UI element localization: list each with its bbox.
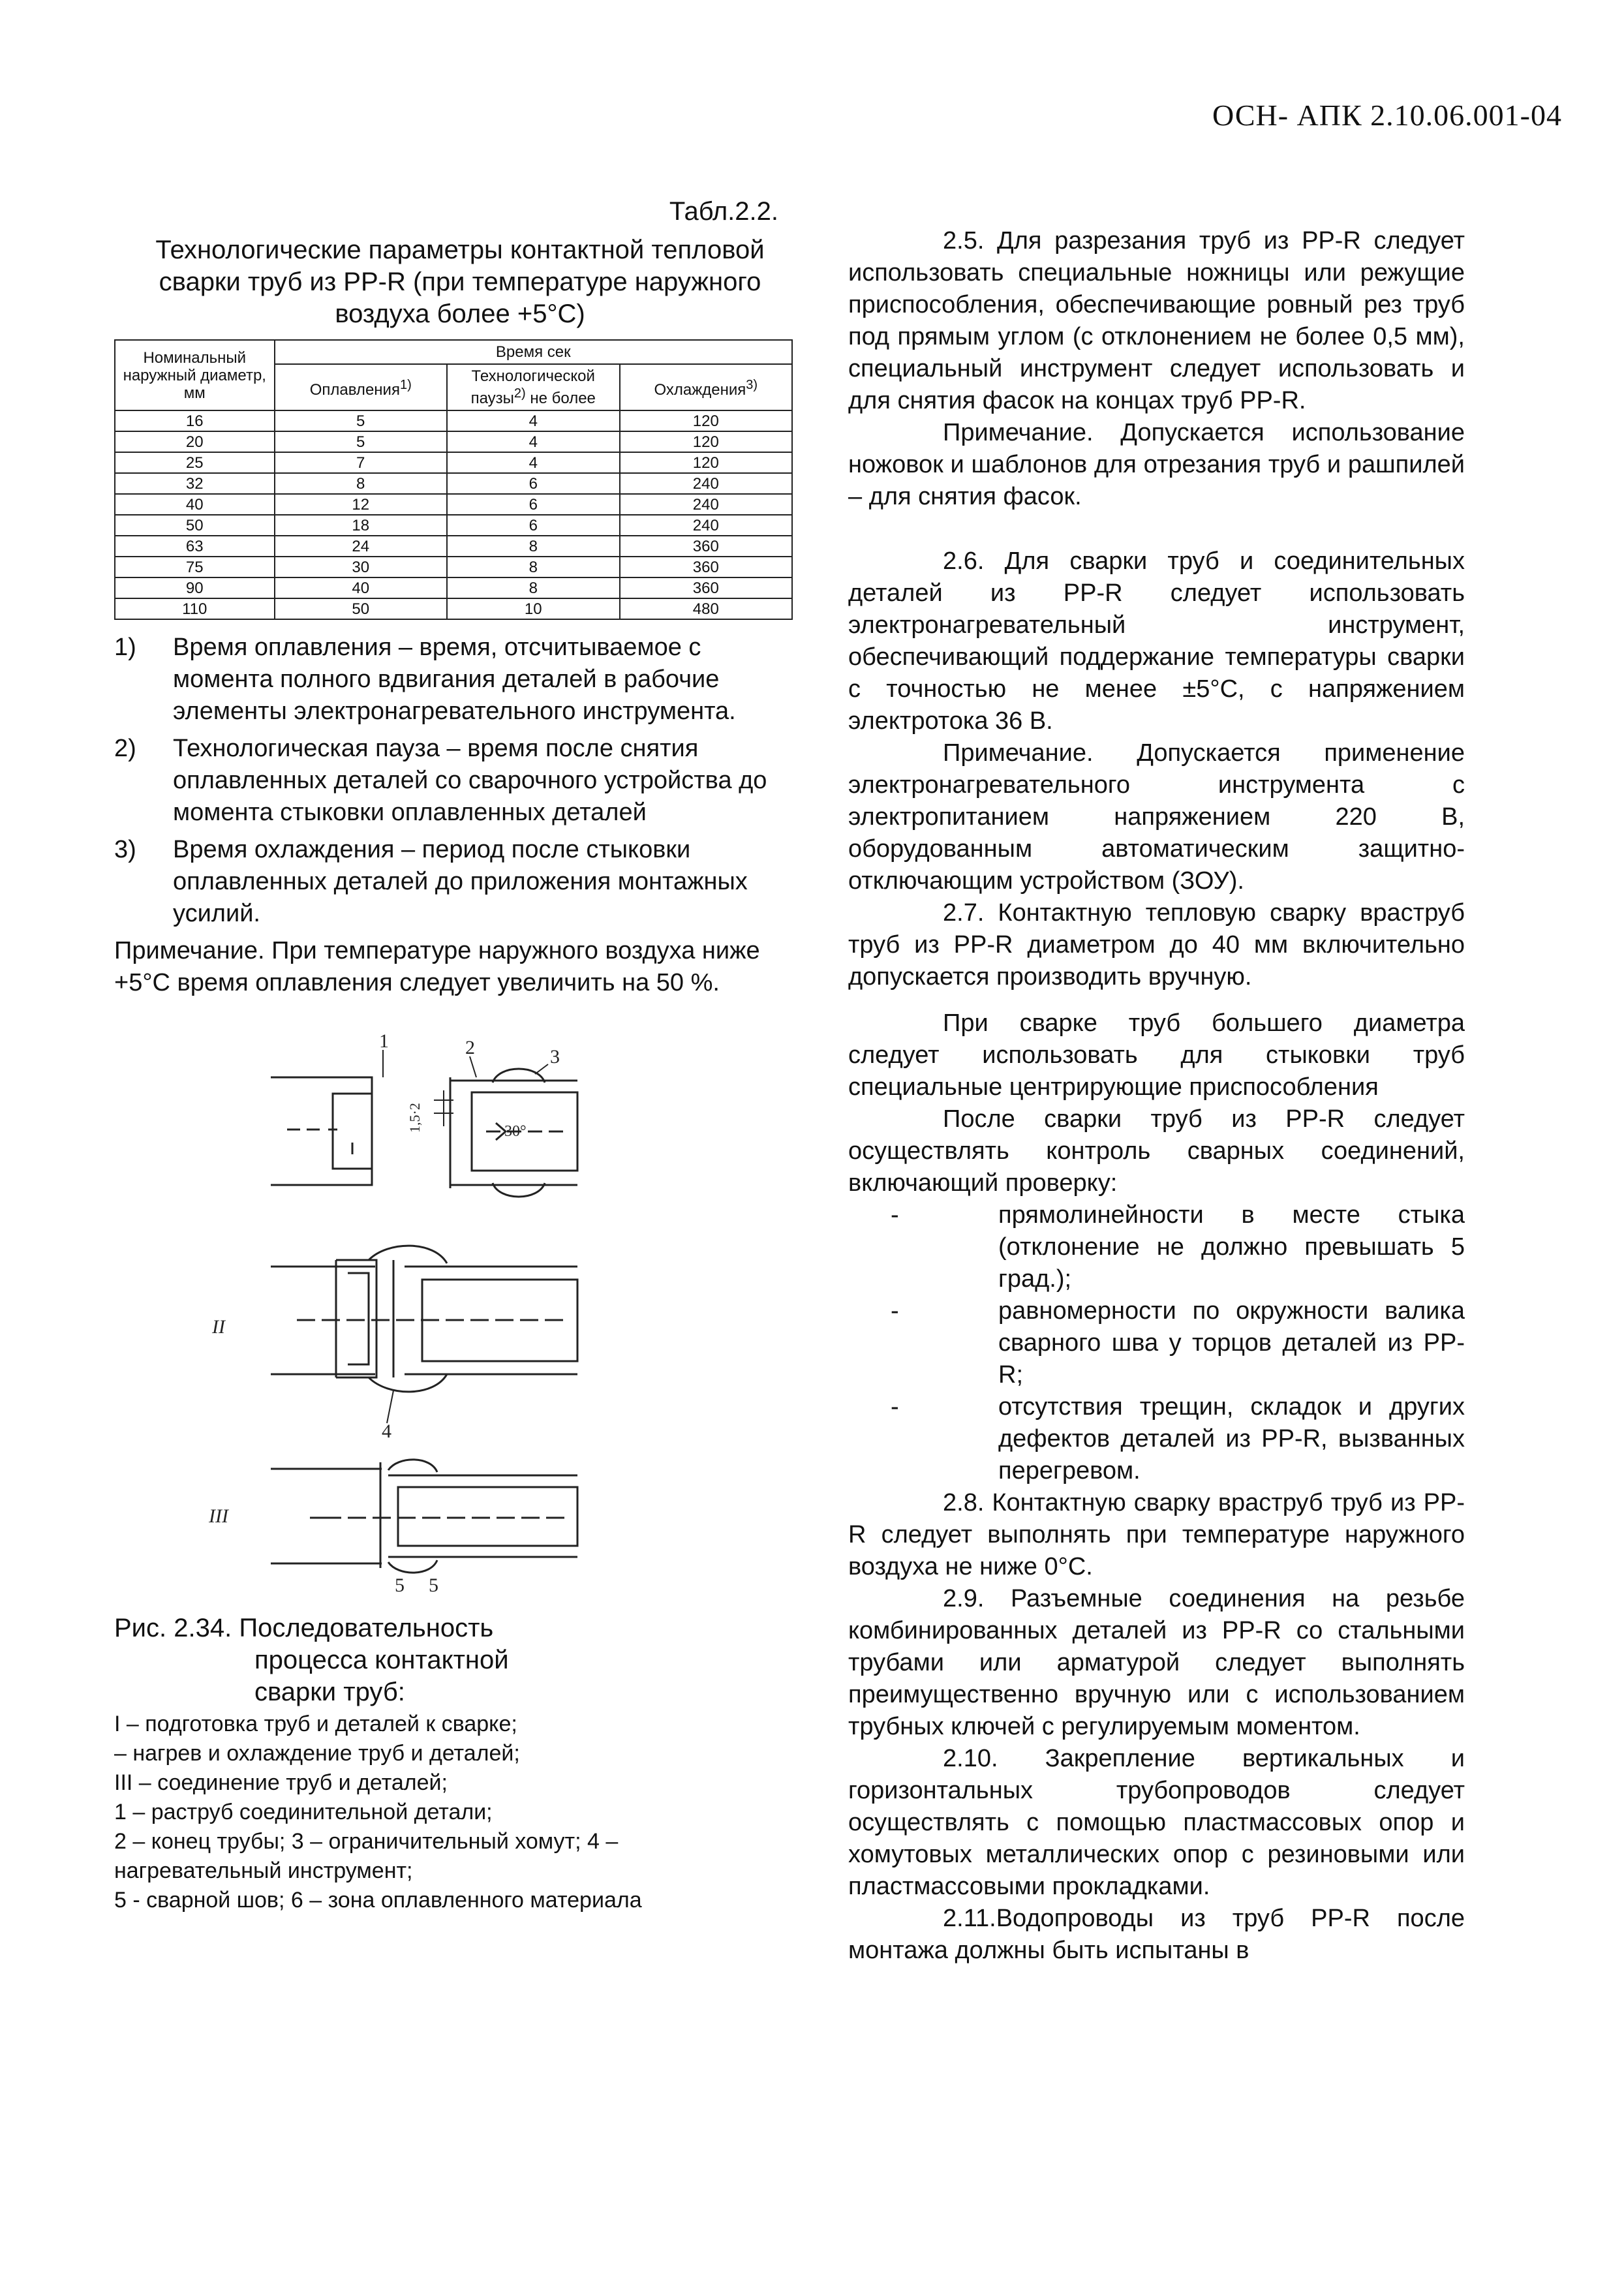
section-2-5: 2.5. Для разрезания труб из PP-R следует использовать специальные ножницы или режущие приспособления, обеспечивающие ровный рез труб под прямым углом (с отклонением не более 0,5 мм), специальный инструмент следует использовать и для снятия фасок на концах труб PP-R. (848, 227, 1465, 414)
stage-1-drawing (271, 1050, 577, 1197)
table-row (115, 431, 792, 452)
cell-cool: 360 (620, 536, 792, 557)
table-row (115, 410, 792, 431)
left-column (114, 196, 793, 1915)
section-2-7: 2.7. Контактную тепловую сварку враструб труб из PP-R диаметром до 40 мм включительно допускается производить вручную. (848, 899, 1465, 991)
cell-melt: 8 (275, 473, 447, 494)
table-body (115, 410, 792, 619)
cell-diameter: 50 (115, 515, 275, 536)
cell-melt: 30 (275, 557, 447, 577)
welding-diagram (173, 1030, 708, 1596)
table-row (115, 598, 792, 619)
table-label: Табл.2.2. (669, 197, 778, 226)
cell-pause: 6 (447, 473, 620, 494)
cell-melt: 40 (275, 577, 447, 598)
cell-cool: 480 (620, 598, 792, 619)
cell-pause: 8 (447, 577, 620, 598)
caption-line-3: сварки труб: (254, 1678, 405, 1706)
cell-diameter: 40 (115, 494, 275, 515)
cell-melt: 50 (275, 598, 447, 619)
legend-line: I – подготовка труб и деталей к сварке; (114, 1712, 517, 1736)
welding-sequence-figure (173, 1030, 708, 1596)
caption-legend (114, 1710, 767, 1915)
section-2-11: 2.11.Водопроводы из труб PP-R после монтажа должны быть испытаны в (848, 1905, 1465, 1964)
figure-number-5a: 5 (395, 1575, 405, 1596)
table-title: Технологические параметры контактной тепловой сварки труб из PP-R (при температуре наружного воздуха более +5°С) (155, 236, 765, 328)
doc-code: ОСН- АПК 2.10.06.001-04 (1212, 99, 1562, 132)
cell-melt: 5 (275, 431, 447, 452)
section-2-10: 2.10. Закрепление вертикальных и горизонтальных трубопроводов следует осуществлять с помощью пластмассовых опор и хомутовых металлических опор с резиновыми или пластмассовыми прокладками. (848, 1745, 1465, 1900)
legend-line: 2 – конец трубы; 3 – ограничительный хомут; 4 – нагревательный инструмент; (114, 1829, 619, 1883)
cell-diameter: 110 (115, 598, 275, 619)
table-row (115, 494, 792, 515)
header-diameter: Номинальный наружный диаметр, мм (115, 340, 275, 410)
legend-line: 5 - сварной шов; 6 – зона оплавленного материала (114, 1888, 642, 1913)
header-cool: Охлаждения$^{3)}$ (620, 364, 792, 410)
cell-diameter: 16 (115, 410, 275, 431)
table-row (115, 577, 792, 598)
cell-pause: 10 (447, 598, 620, 619)
inspection-item: - отсутствия трещин, складок и других дефектов деталей из PP-R, вызванных перегревом. (891, 1393, 1465, 1484)
cell-cool: 120 (620, 410, 792, 431)
cell-melt: 18 (275, 515, 447, 536)
inspection-item: - равномерности по окружности валика сварного шва у торцов деталей из PP-R; (891, 1297, 1465, 1389)
temperature-note: Примечание. При температуре наружного воздуха ниже +5°С время оплавления следует увеличить на 50 %. (114, 937, 760, 996)
table-row (115, 473, 792, 494)
figure-angle: 30° (504, 1123, 527, 1140)
cell-cool: 240 (620, 494, 792, 515)
section-2-6-note: Примечание. Допускается применение электронагревательного инструмента с электропитанием напряжением 220 В, оборудованным автоматическим защитно-отключающим устройством (ЗОУ). (848, 739, 1465, 895)
cell-cool: 360 (620, 557, 792, 577)
figure-number-1: 1 (379, 1030, 389, 1052)
stage-label-2: II (212, 1316, 225, 1338)
table-row (115, 515, 792, 536)
caption-line-2: процесса контактной (254, 1646, 509, 1674)
right-column (848, 225, 1465, 1967)
cell-pause: 6 (447, 494, 620, 515)
section-2-5-note: Примечание. Допускается использование ножовок и шаблонов для отрезания труб и рашпилей – для снятия фасок. (848, 419, 1465, 510)
cell-pause: 4 (447, 431, 620, 452)
cell-pause: 6 (447, 515, 620, 536)
section-2-6: 2.6. Для сварки труб и соединительных деталей из PP-R следует использовать электронагревательный инструмент, обеспечивающий поддержание температуры сварки с точностью не менее ±5°С, с напряжением электротока 36 В. (848, 547, 1465, 735)
figure-number-2: 2 (465, 1037, 475, 1058)
cell-diameter: 90 (115, 577, 275, 598)
cell-melt: 24 (275, 536, 447, 557)
section-2-7-large-diameter: При сварке труб большего диаметра следует использовать для стыковки труб специальные центрирующие приспособления (848, 1009, 1465, 1101)
cell-diameter: 63 (115, 536, 275, 557)
caption-line-1: Рис. 2.34. Последовательность (114, 1614, 494, 1642)
cell-diameter: 32 (115, 473, 275, 494)
cell-cool: 120 (620, 452, 792, 473)
table-row (115, 452, 792, 473)
cell-melt: 5 (275, 410, 447, 431)
cell-cool: 240 (620, 473, 792, 494)
footnote-3: 3) Время охлаждения – период после стыковки оплавленных деталей до приложения монтажных усилий. (114, 836, 748, 927)
table-row (115, 536, 792, 557)
legend-line: III – соединение труб и деталей; (114, 1770, 448, 1795)
parameters-table (114, 339, 793, 620)
figure-number-3: 3 (550, 1046, 560, 1068)
cell-pause: 8 (447, 557, 620, 577)
footnotes (114, 632, 793, 930)
header-melt: Оплавления$^{1)}$ (275, 364, 447, 410)
figure-number-5b: 5 (429, 1575, 438, 1596)
footnote-1: 1) Время оплавления – время, отсчитываемое с момента полного вдвигания деталей в рабочие элементы электронагревательного инструмента. (114, 634, 736, 725)
cell-cool: 360 (620, 577, 792, 598)
cell-cool: 120 (620, 431, 792, 452)
cell-melt: 7 (275, 452, 447, 473)
section-2-8: 2.8. Контактную сварку враструб труб из PP-R следует выполнять при температуре наружного воздуха не ниже 0°С. (848, 1489, 1465, 1580)
stage-3-drawing (271, 1460, 577, 1573)
figure-caption (114, 1612, 793, 1915)
header-pause: Технологической паузы$^{2)}$ не более (447, 364, 620, 410)
stage-2-drawing (271, 1246, 577, 1423)
inspection-item: - прямолинейности в месте стыка (отклонение не должно превышать 5 град.); (891, 1201, 1465, 1293)
inspection-list (848, 1199, 1465, 1487)
figure-dimension: 1,5·2 (406, 1103, 423, 1133)
cell-diameter: 75 (115, 557, 275, 577)
cell-pause: 4 (447, 410, 620, 431)
header-time: Время сек (275, 340, 792, 364)
cell-cool: 240 (620, 515, 792, 536)
cell-melt: 12 (275, 494, 447, 515)
legend-line: – нагрев и охлаждение труб и деталей; (114, 1741, 520, 1766)
section-2-9: 2.9. Разъемные соединения на резьбе комбинированных деталей из PP-R со стальными трубами или арматурой следует выполнять преимущественно вручную или с использованием трубных ключей с регулируемым моментом. (848, 1585, 1465, 1740)
footnote-2: 2) Технологическая пауза – время после снятия оплавленных деталей со сварочного устройства до момента стыковки оплавленных деталей (114, 735, 767, 826)
figure-number-4: 4 (382, 1421, 391, 1442)
section-2-7-inspection: После сварки труб из PP-R следует осуществлять контроль сварных соединений, включающий проверку: (848, 1105, 1465, 1197)
cell-diameter: 20 (115, 431, 275, 452)
legend-line: 1 – раструб соединительной детали; (114, 1800, 493, 1824)
stage-label-3: III (209, 1505, 228, 1527)
cell-diameter: 25 (115, 452, 275, 473)
cell-pause: 4 (447, 452, 620, 473)
cell-pause: 8 (447, 536, 620, 557)
table-row (115, 557, 792, 577)
